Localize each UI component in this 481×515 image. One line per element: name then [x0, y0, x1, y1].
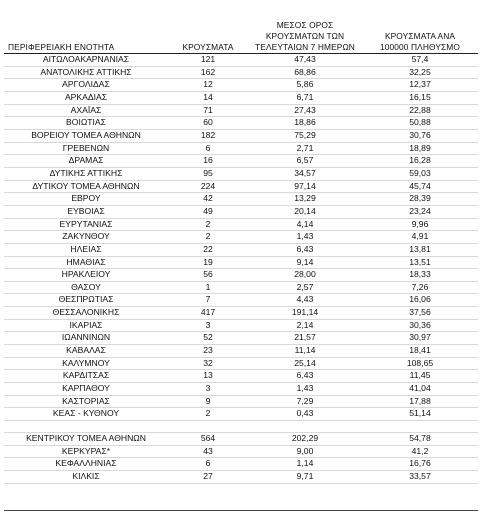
cell-per100k: 30,76 [362, 129, 478, 142]
cell-cases: 52 [168, 332, 248, 345]
table-row [4, 345, 478, 358]
cell-avg7: 2,57 [248, 281, 362, 294]
cell-region: ΖΑΚΥΝΘΟΥ [4, 231, 168, 244]
cell-avg7: 5,86 [248, 79, 362, 92]
cell-avg7: 68,86 [248, 66, 362, 79]
table-row [4, 357, 478, 370]
cell-cases: 23 [168, 345, 248, 358]
cell-avg7: 25,14 [248, 357, 362, 370]
cell-per100k: 30,36 [362, 319, 478, 332]
cell-region: ΘΕΣΣΑΛΟΝΙΚΗΣ [4, 307, 168, 320]
cell-cases: 3 [168, 319, 248, 332]
cell-cases: 16 [168, 155, 248, 168]
cell-avg7 [248, 421, 362, 433]
cell-region: ΚΕΦΑΛΛΗΝΙΑΣ [4, 458, 168, 471]
cell-per100k: 51,14 [362, 408, 478, 421]
cell-per100k: 45,74 [362, 180, 478, 193]
cell-avg7: 0,43 [248, 408, 362, 421]
cell-cases: 2 [168, 218, 248, 231]
cell-region: ΕΥΒΟΙΑΣ [4, 205, 168, 218]
cell-avg7: 6,57 [248, 155, 362, 168]
table-row [4, 231, 478, 244]
header-per100k-line2: 100000 ΠΛΗΘΥΣΜΟ [380, 42, 460, 52]
header-avg7-line3: ΤΕΛΕΥΤΑΙΩΝ 7 ΗΜΕΡΩΝ [255, 42, 355, 52]
cell-per100k: 18,41 [362, 345, 478, 358]
cell-region: ΑΝΑΤΟΛΙΚΗΣ ΑΤΤΙΚΗΣ [4, 66, 168, 79]
table-row [4, 193, 478, 206]
cell-cases: 32 [168, 357, 248, 370]
cell-per100k: 37,56 [362, 307, 478, 320]
table-row [4, 66, 478, 79]
covid-cases-table-container [4, 13, 478, 484]
cell-cases: 42 [168, 193, 248, 206]
cell-region: ΗΜΑΘΙΑΣ [4, 256, 168, 269]
cell-region: ΙΚΑΡΙΑΣ [4, 319, 168, 332]
cell-region: ΚΕΡΚΥΡΑΣ* [4, 445, 168, 458]
table-row [4, 370, 478, 383]
cell-avg7: 6,43 [248, 243, 362, 256]
table-row [4, 117, 478, 130]
cell-avg7: 1,43 [248, 231, 362, 244]
cell-per100k: 22,88 [362, 104, 478, 117]
cell-avg7: 191,14 [248, 307, 362, 320]
cell-region: ΚΑΒΑΛΑΣ [4, 345, 168, 358]
cell-region: ΒΟΡΕΙΟΥ ΤΟΜΕΑ ΑΘΗΝΩΝ [4, 129, 168, 142]
cell-per100k: 17,88 [362, 395, 478, 408]
cell-per100k: 13,81 [362, 243, 478, 256]
cell-region: ΗΛΕΙΑΣ [4, 243, 168, 256]
table-row [4, 383, 478, 396]
cell-per100k: 7,26 [362, 281, 478, 294]
table-row [4, 79, 478, 92]
cell-avg7: 18,86 [248, 117, 362, 130]
cell-region: ΔΥΤΙΚΟΥ ΤΟΜΕΑ ΑΘΗΝΩΝ [4, 180, 168, 193]
cell-cases: 95 [168, 167, 248, 180]
cell-avg7: 9,00 [248, 445, 362, 458]
cell-per100k: 57,4 [362, 54, 478, 67]
header-avg7-line1: ΜΕΣΟΣ ΟΡΟΣ [276, 20, 334, 30]
table-row [4, 243, 478, 256]
cell-per100k: 13,51 [362, 256, 478, 269]
cell-cases: 27 [168, 471, 248, 484]
table-row [4, 167, 478, 180]
cell-avg7: 9,71 [248, 471, 362, 484]
cell-region: ΕΒΡΟΥ [4, 193, 168, 206]
cell-region: ΑΙΤΩΛΟΑΚΑΡΝΑΝΙΑΣ [4, 54, 168, 67]
table-row [4, 104, 478, 117]
cell-per100k: 30,97 [362, 332, 478, 345]
cell-per100k [362, 421, 478, 433]
cell-region: ΑΧΑΪΑΣ [4, 104, 168, 117]
cell-avg7: 21,57 [248, 332, 362, 345]
header-cases [168, 13, 248, 54]
cell-per100k: 18,89 [362, 142, 478, 155]
cell-avg7: 97,14 [248, 180, 362, 193]
cell-avg7: 202,29 [248, 433, 362, 446]
table-row [4, 91, 478, 104]
cell-cases: 417 [168, 307, 248, 320]
cell-avg7: 2,71 [248, 142, 362, 155]
cell-avg7: 75,29 [248, 129, 362, 142]
cell-avg7: 27,43 [248, 104, 362, 117]
cell-cases: 43 [168, 445, 248, 458]
cell-per100k: 4,91 [362, 231, 478, 244]
cell-per100k: 32,25 [362, 66, 478, 79]
table-row [4, 395, 478, 408]
cell-cases: 14 [168, 91, 248, 104]
table-row [4, 408, 478, 421]
cell-cases: 2 [168, 408, 248, 421]
cell-avg7: 28,00 [248, 269, 362, 282]
cell-region: ΚΑΡΔΙΤΣΑΣ [4, 370, 168, 383]
cell-per100k: 108,65 [362, 357, 478, 370]
cell-region: ΚΕΝΤΡΙΚΟΥ ΤΟΜΕΑ ΑΘΗΝΩΝ [4, 433, 168, 446]
cell-avg7: 47,43 [248, 54, 362, 67]
cell-cases: 56 [168, 269, 248, 282]
cell-region: ΚΑΣΤΟΡΙΑΣ [4, 395, 168, 408]
cell-cases: 121 [168, 54, 248, 67]
cell-avg7: 1,43 [248, 383, 362, 396]
cell-region: ΚΕΑΣ - ΚΥΘΝΟΥ [4, 408, 168, 421]
cell-avg7: 4,43 [248, 294, 362, 307]
header-avg7-line2: ΚΡΟΥΣΜΑΤΩΝ ΤΩΝ [265, 31, 345, 41]
cell-cases: 12 [168, 79, 248, 92]
cell-avg7: 13,29 [248, 193, 362, 206]
cell-per100k: 41,2 [362, 445, 478, 458]
cell-per100k: 11,45 [362, 370, 478, 383]
cell-per100k: 16,06 [362, 294, 478, 307]
table-header [4, 13, 478, 54]
table-row [4, 471, 478, 484]
cell-cases: 9 [168, 395, 248, 408]
cell-cases: 564 [168, 433, 248, 446]
cell-region: ΕΥΡΥΤΑΝΙΑΣ [4, 218, 168, 231]
header-cases-label: ΚΡΟΥΣΜΑΤΑ [182, 42, 234, 52]
cell-cases: 22 [168, 243, 248, 256]
cell-cases [168, 421, 248, 433]
cell-avg7: 6,71 [248, 91, 362, 104]
cell-per100k: 59,03 [362, 167, 478, 180]
cell-cases: 6 [168, 142, 248, 155]
table-row [4, 142, 478, 155]
cell-cases: 2 [168, 231, 248, 244]
table-row [4, 319, 478, 332]
cell-per100k: 9,96 [362, 218, 478, 231]
cell-cases: 7 [168, 294, 248, 307]
table-row [4, 421, 478, 433]
cell-per100k: 12,37 [362, 79, 478, 92]
table-row [4, 129, 478, 142]
cell-region: ΑΡΓΟΛΙΔΑΣ [4, 79, 168, 92]
cell-avg7: 9,14 [248, 256, 362, 269]
header-per100k [362, 13, 478, 54]
cell-per100k: 18,33 [362, 269, 478, 282]
header-per100k-line1: ΚΡΟΥΣΜΑΤΑ ΑΝΑ [384, 31, 456, 41]
covid-cases-table [4, 13, 478, 484]
table-row [4, 332, 478, 345]
cell-region: ΚΑΛΥΜΝΟΥ [4, 357, 168, 370]
cell-avg7: 4,14 [248, 218, 362, 231]
cell-region: ΚΑΡΠΑΘΟΥ [4, 383, 168, 396]
table-body [4, 54, 478, 484]
cell-cases: 19 [168, 256, 248, 269]
cell-cases: 13 [168, 370, 248, 383]
table-row [4, 307, 478, 320]
header-avg7 [248, 13, 362, 54]
cell-cases: 49 [168, 205, 248, 218]
cell-per100k: 16,28 [362, 155, 478, 168]
cell-region [4, 421, 168, 433]
cell-region: ΙΩΑΝΝΙΝΩΝ [4, 332, 168, 345]
cell-avg7: 20,14 [248, 205, 362, 218]
bottom-divider [4, 510, 478, 511]
header-region [4, 13, 168, 54]
table-row [4, 180, 478, 193]
cell-per100k: 16,76 [362, 458, 478, 471]
cell-per100k: 41,04 [362, 383, 478, 396]
table-row [4, 294, 478, 307]
table-row [4, 256, 478, 269]
cell-cases: 71 [168, 104, 248, 117]
cell-cases: 3 [168, 383, 248, 396]
header-row [4, 13, 478, 54]
cell-avg7: 11,14 [248, 345, 362, 358]
cell-per100k: 33,57 [362, 471, 478, 484]
cell-region: ΗΡΑΚΛΕΙΟΥ [4, 269, 168, 282]
cell-per100k: 23,24 [362, 205, 478, 218]
cell-region: ΔΥΤΙΚΗΣ ΑΤΤΙΚΗΣ [4, 167, 168, 180]
table-row [4, 218, 478, 231]
cell-cases: 1 [168, 281, 248, 294]
cell-per100k: 16,15 [362, 91, 478, 104]
cell-region: ΘΑΣΟΥ [4, 281, 168, 294]
cell-region: ΓΡΕΒΕΝΩΝ [4, 142, 168, 155]
cell-cases: 6 [168, 458, 248, 471]
cell-region: ΚΙΛΚΙΣ [4, 471, 168, 484]
cell-region: ΘΕΣΠΡΩΤΙΑΣ [4, 294, 168, 307]
cell-cases: 162 [168, 66, 248, 79]
table-row [4, 445, 478, 458]
cell-region: ΔΡΑΜΑΣ [4, 155, 168, 168]
cell-region: ΑΡΚΑΔΙΑΣ [4, 91, 168, 104]
cell-per100k: 50,88 [362, 117, 478, 130]
table-row [4, 155, 478, 168]
table-row [4, 281, 478, 294]
cell-avg7: 34,57 [248, 167, 362, 180]
cell-region: ΒΟΙΩΤΙΑΣ [4, 117, 168, 130]
cell-avg7: 7,29 [248, 395, 362, 408]
cell-cases: 182 [168, 129, 248, 142]
table-row [4, 433, 478, 446]
cell-cases: 224 [168, 180, 248, 193]
cell-cases: 60 [168, 117, 248, 130]
cell-per100k: 54,78 [362, 433, 478, 446]
table-row [4, 269, 478, 282]
header-region-label: ΠΕΡΙΦΕΡΕΙΑΚΗ ΕΝΟΤΗΤΑ [8, 42, 115, 52]
cell-per100k: 28,39 [362, 193, 478, 206]
table-row [4, 54, 478, 67]
cell-avg7: 6,43 [248, 370, 362, 383]
table-row [4, 205, 478, 218]
cell-avg7: 1,14 [248, 458, 362, 471]
table-row [4, 458, 478, 471]
cell-avg7: 2,14 [248, 319, 362, 332]
